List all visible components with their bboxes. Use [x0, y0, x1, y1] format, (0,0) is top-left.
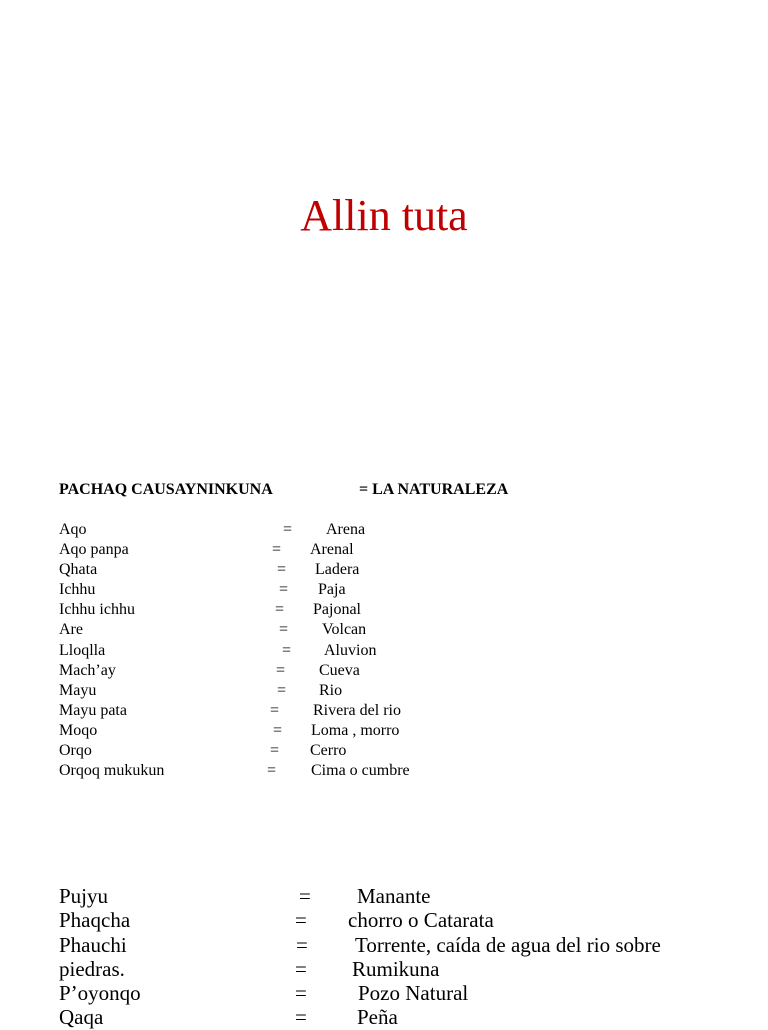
list-item — [59, 981, 759, 1005]
list-item — [59, 701, 759, 721]
equals-sign: = — [295, 908, 307, 933]
quechua-term: Lloqlla — [59, 641, 106, 659]
quechua-term: Qaqa — [59, 1005, 104, 1030]
list-item — [59, 620, 759, 640]
equals-sign: = — [295, 1005, 307, 1030]
quechua-term: Are — [59, 621, 83, 639]
page-title: Allin tuta — [300, 191, 468, 240]
spanish-definition: Paja — [318, 581, 346, 599]
list-item — [59, 957, 759, 981]
spanish-definition: Cerro — [310, 742, 347, 760]
equals-sign: = — [273, 721, 283, 739]
quechua-term: Phaqcha — [59, 908, 131, 933]
spanish-definition: chorro o Catarata — [348, 908, 494, 933]
spanish-definition: Pajonal — [313, 601, 361, 619]
spanish-definition: Pozo Natural — [358, 981, 469, 1006]
spanish-definition: Arena — [326, 521, 366, 538]
equals-sign: = — [267, 762, 277, 780]
equals-sign: = — [282, 641, 292, 659]
equals-sign: = — [295, 981, 307, 1006]
equals-sign: = — [270, 742, 280, 760]
list-item — [59, 580, 759, 600]
spanish-definition: Aluvion — [324, 641, 377, 659]
spanish-definition: Cueva — [319, 661, 360, 679]
equals-sign: = — [277, 561, 287, 579]
section-heading-spanish: = LA NATURALEZA — [359, 481, 509, 498]
list-item — [59, 884, 759, 908]
list-item — [59, 721, 759, 741]
list-item — [59, 741, 759, 761]
spanish-definition: Arenal — [310, 541, 354, 559]
quechua-term: Phauchi — [59, 932, 127, 957]
quechua-term: Aqo panpa — [59, 541, 129, 559]
spanish-definition: Loma , morro — [311, 721, 400, 739]
equals-sign: = — [277, 681, 287, 699]
quechua-term: P’oyonqo — [59, 981, 141, 1006]
equals-sign: = — [299, 884, 311, 908]
spanish-definition: Volcan — [322, 621, 367, 639]
quechua-term: Ichhu ichhu — [59, 601, 135, 619]
equals-sign: = — [296, 932, 308, 957]
list-item — [59, 1005, 759, 1029]
list-item — [59, 641, 759, 661]
quechua-term: Orqo — [59, 742, 92, 760]
section-heading-quechua: PACHAQ CAUSAYNINKUNA — [59, 481, 273, 498]
quechua-term: Qhata — [59, 561, 98, 579]
spanish-definition: Rumikuna — [352, 956, 440, 981]
list-item — [59, 761, 759, 781]
spanish-definition: Ladera — [315, 561, 360, 579]
quechua-term: Aqo — [59, 521, 87, 538]
equals-sign: = — [295, 956, 307, 981]
quechua-term: Pujyu — [59, 884, 109, 908]
list-item — [59, 540, 759, 560]
spanish-definition: Rio — [319, 681, 343, 699]
spanish-definition: Manante — [357, 884, 431, 908]
list-item — [59, 560, 759, 580]
list-item — [59, 933, 759, 957]
quechua-term: Orqoq mukukun — [59, 762, 165, 780]
quechua-term: Ichhu — [59, 581, 96, 599]
spanish-definition: Cima o cumbre — [311, 762, 410, 780]
quechua-term: Mach’ay — [59, 661, 116, 679]
list-item — [59, 681, 759, 701]
quechua-term: Moqo — [59, 721, 98, 739]
spanish-definition: Peña — [357, 1005, 398, 1030]
vocabulary-list-large — [59, 884, 759, 1030]
quechua-term: piedras. — [59, 956, 125, 981]
equals-sign: = — [275, 601, 285, 619]
equals-sign: = — [270, 701, 280, 719]
equals-sign: = — [279, 581, 289, 599]
equals-sign: = — [283, 521, 293, 538]
list-item — [59, 908, 759, 932]
quechua-term: Mayu pata — [59, 701, 127, 719]
equals-sign: = — [279, 621, 289, 639]
spanish-definition: Rivera del rio — [313, 701, 401, 719]
equals-sign: = — [276, 661, 286, 679]
spanish-definition: Torrente, caída de agua del rio sobre — [355, 932, 661, 957]
equals-sign: = — [272, 541, 282, 559]
quechua-term: Mayu — [59, 681, 97, 699]
list-item — [59, 661, 759, 681]
vocabulary-list-small — [59, 520, 759, 781]
list-item — [59, 600, 759, 620]
list-item — [59, 520, 759, 540]
